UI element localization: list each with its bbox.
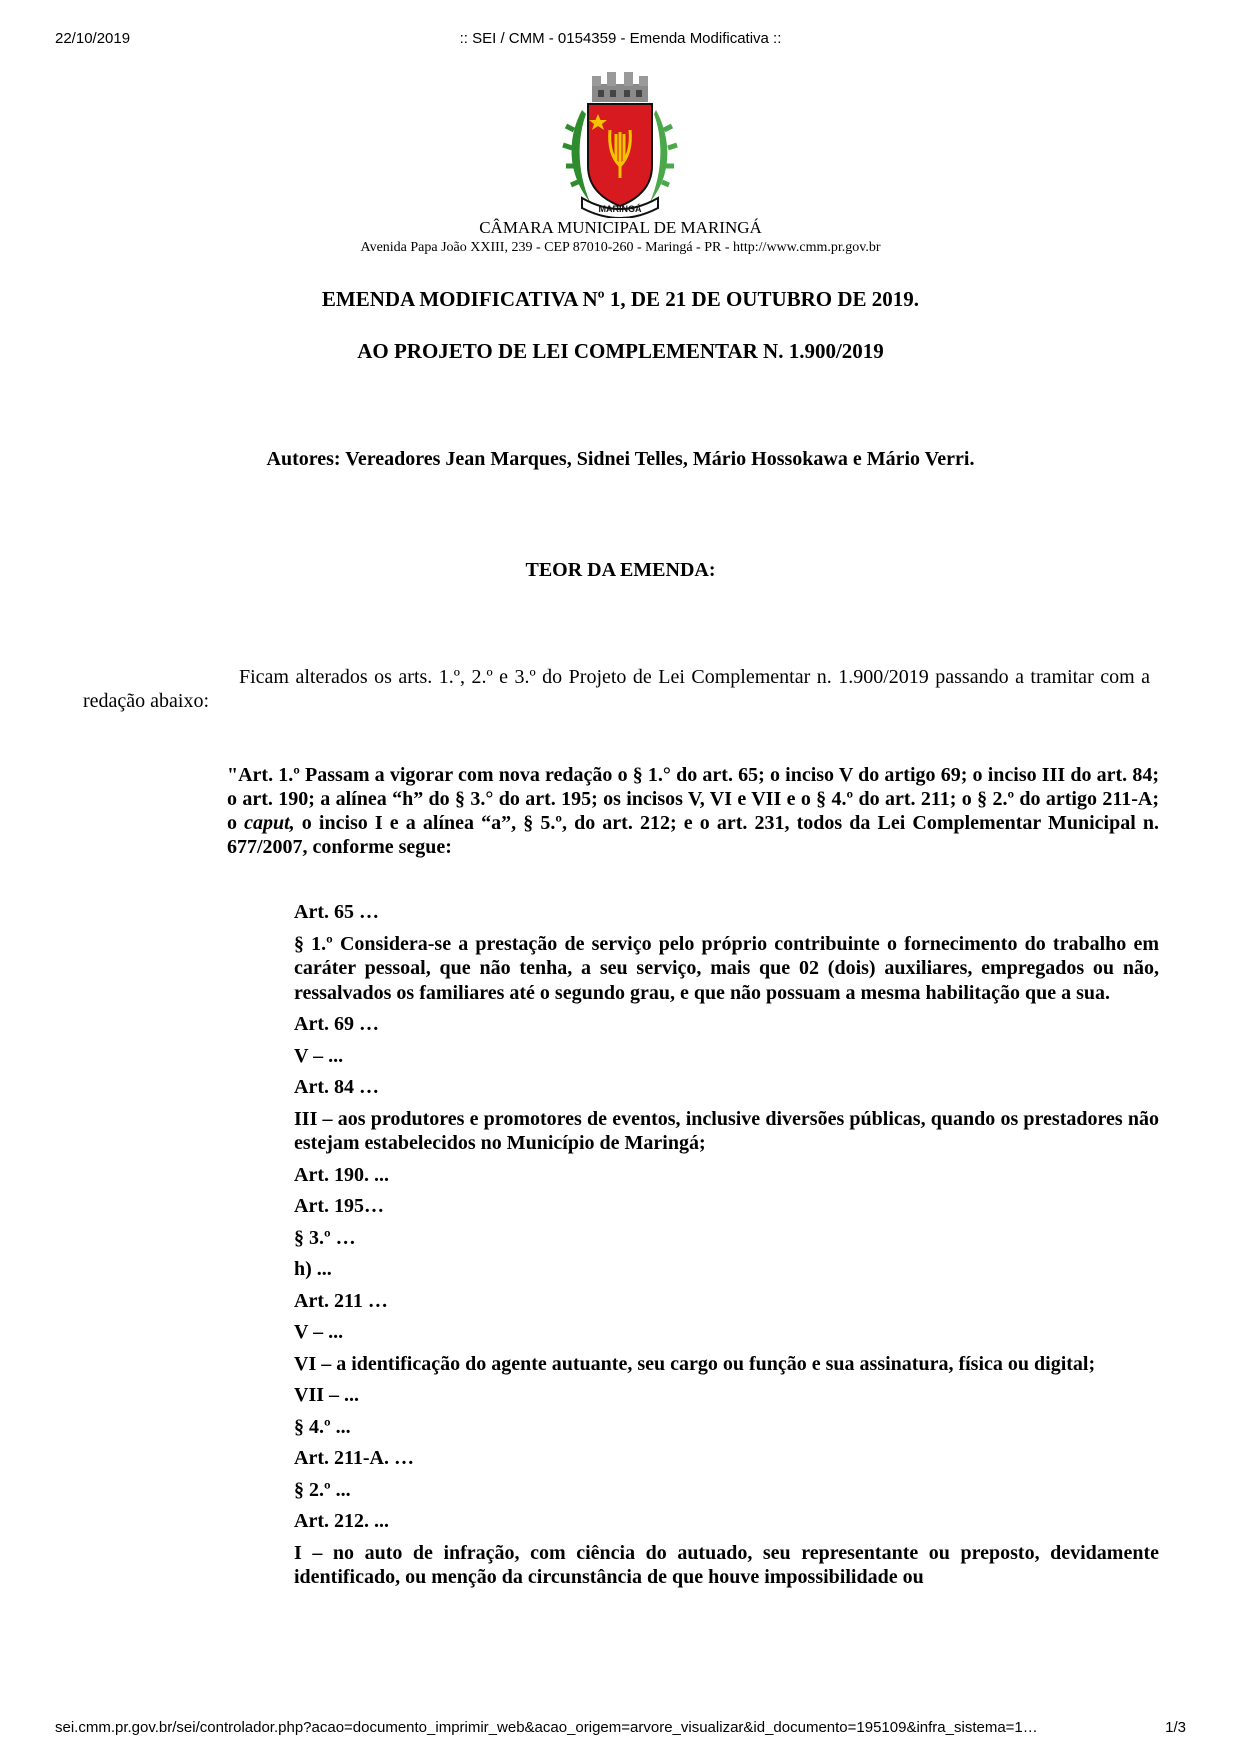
print-header <box>55 30 1186 50</box>
provision-item: V – ... <box>294 1321 344 1343</box>
intro-paragraph <box>83 665 1150 713</box>
amendment-article-1 <box>227 763 1159 859</box>
provision-item: Art. 65 … <box>294 901 379 923</box>
print-footer <box>55 1719 1186 1739</box>
provision-item: Art. 212. ... <box>294 1510 389 1532</box>
page-url: sei.cmm.pr.gov.br/sei/controlador.php?acao=documento_imprimir_web&acao_origem=arvore_visualizar&id_documento=195109&infra_sistema=1… <box>55 1719 1038 1736</box>
quote-caput: caput, <box>244 812 295 834</box>
provision-item: § 2.º ... <box>294 1478 351 1501</box>
document-subtitle: AO PROJETO DE LEI COMPLEMENTAR N. 1.900/2019 <box>357 339 884 363</box>
provision-item: V – ... <box>294 1044 344 1067</box>
provision-item: I – no auto de infração, com ciência do autuado, seu representante ou preposto, devidamente identificado, ou menção da circunstância de que houve impossibilidade ou <box>294 1541 1159 1588</box>
provision-item: § 4.º ... <box>294 1415 351 1438</box>
provision-item: VI – a identificação do agente autuante, seu cargo ou função e sua assinatura, física ou digital; <box>294 1352 1096 1375</box>
institution-address: Avenida Papa João XXIII, 239 - CEP 87010-260 - Maringá - PR - http://www.cmm.pr.gov.br <box>360 240 881 255</box>
provision-item: Art. 195… <box>294 1195 384 1217</box>
amended-provisions-list <box>294 900 1159 1597</box>
intro-text: Ficam alterados os arts. 1.º, 2.º e 3.º do Projeto de Lei Complementar n. 1.900/2019 passando a tramitar com a redação abaixo: <box>83 666 1150 712</box>
provision-item: III – aos produtores e promotores de eventos, inclusive diversões públicas, quando os prestadores não estejam estabelecidos no Município de Maringá; <box>294 1107 1159 1154</box>
provision-item: Art. 69 … <box>294 1013 379 1035</box>
provision-item: Art. 190. ... <box>294 1163 389 1186</box>
print-date: 22/10/2019 <box>55 30 131 47</box>
institution-name: CÂMARA MUNICIPAL DE MARINGÁ <box>479 218 762 237</box>
print-title: :: SEI / CMM - 0154359 - Emenda Modificativa :: <box>459 30 782 47</box>
document-authors: Autores: Vereadores Jean Marques, Sidnei Telles, Mário Hossokawa e Mário Verri. <box>266 448 975 470</box>
crown-icon <box>592 72 648 102</box>
quote-text-part2: o inciso I e a alínea “a”, § 5.º, do art. 212; e o art. 231, todos da Lei Complementar Municipal n. 677/2007, conforme segue: <box>227 812 1160 858</box>
provision-item: VII – ... <box>294 1384 360 1406</box>
provision-item: § 1.º Considera-se a prestação de serviço pelo próprio contribuinte o fornecimento do trabalho em caráter pessoal, que não tenha, a seu serviço, mais que 02 (dois) auxiliares, empregados ou não, ressalvados os familiares até o segundo grau, e que não possuam a mesma habilitação que a sua. <box>294 932 1159 1004</box>
provision-item: Art. 211-A. … <box>294 1447 414 1469</box>
document-title: EMENDA MODIFICATIVA Nº 1, DE 21 DE OUTUBRO DE 2019. <box>321 287 920 311</box>
provision-item: § 3.º … <box>294 1226 356 1249</box>
municipal-coat-of-arms-icon <box>552 70 688 218</box>
section-heading: TEOR DA EMENDA: <box>525 559 716 581</box>
page-number: 1/3 <box>1165 1719 1186 1736</box>
quote-text-part1: "Art. 1.º Passam a vigorar com nova redação o § 1.° do art. 65; o inciso V do artigo 69; o inciso III do art. 84; o art. 190; a alínea “h” do § 3.° do art. 195; os incisos V, VI e VII e o § 4.º do art. 211; o § 2.º do artigo 211-A; o <box>227 764 1159 834</box>
provision-item: h) ... <box>294 1258 332 1280</box>
provision-item: Art. 211 … <box>294 1289 388 1312</box>
seal-text: MARINGÁ <box>598 204 642 214</box>
provision-item: Art. 84 … <box>294 1076 379 1098</box>
